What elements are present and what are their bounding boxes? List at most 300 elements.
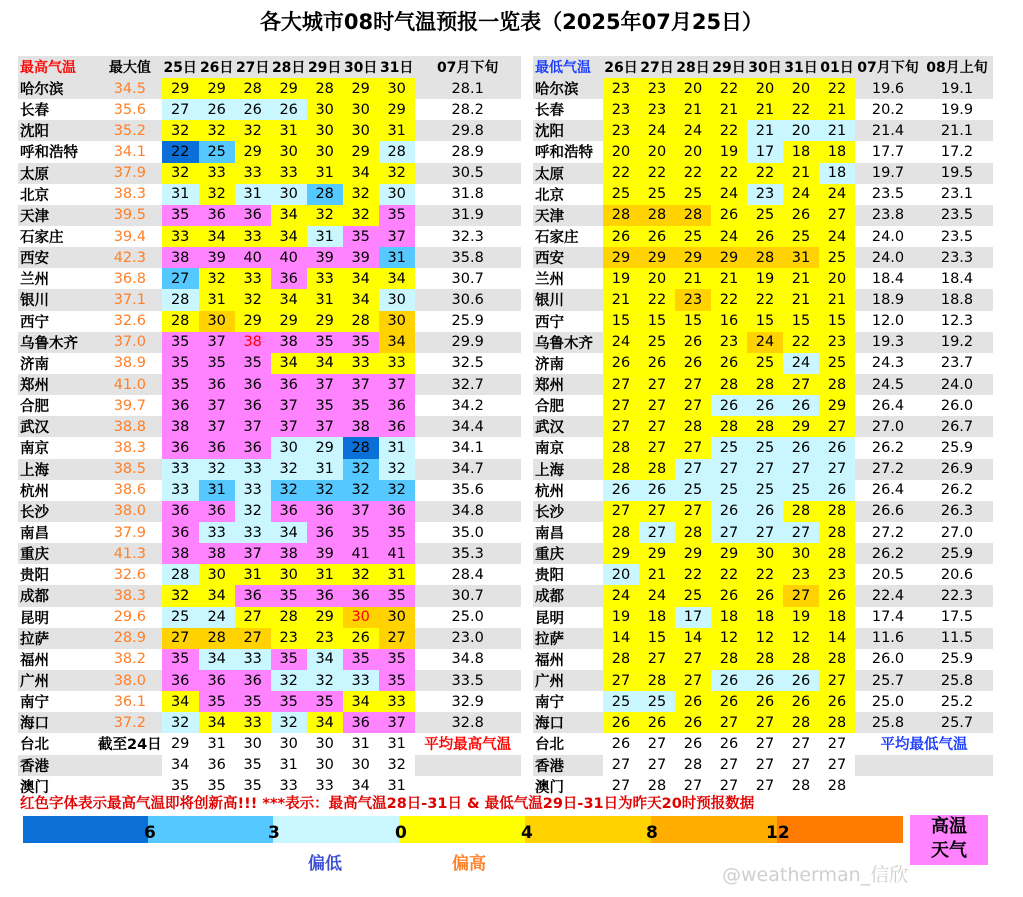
min-temp-cell: 23 [819, 332, 855, 353]
min-temp-row [533, 416, 993, 437]
max-temp-row [18, 691, 521, 712]
max-temp-row [18, 141, 521, 162]
record-max-value: 29.6 [113, 609, 146, 626]
min-temp-cell: 23 [603, 78, 639, 99]
max-temp-cell: 31 [207, 735, 226, 752]
min-temp-cell: 19 [603, 607, 639, 628]
max-temp-row [18, 585, 521, 606]
min-temp-cell: 21 [675, 268, 711, 289]
city-name: 福州 [20, 652, 49, 669]
min-temp-cell: 14 [603, 628, 639, 649]
max-temp-row [18, 395, 521, 416]
city-name: 长沙 [18, 501, 98, 522]
legend-segment-below-3 [148, 816, 273, 843]
city-name: 乌鲁木齐 [533, 332, 603, 353]
max-temp-cell: 36 [307, 522, 343, 543]
max-temp-cell: 36 [271, 374, 307, 395]
min-temp-row [533, 311, 993, 332]
min-temp-cell: 24 [711, 226, 747, 247]
max-temp-cell: 37 [379, 374, 415, 395]
city-name: 贵阳 [535, 568, 564, 585]
city-name: 澳门 [535, 779, 564, 796]
min-temp-cell: 26 [603, 226, 639, 247]
max-temp-cell: 34 [199, 226, 235, 247]
min-temp-cell: 17 [747, 141, 783, 162]
max-temp-cell: 35 [307, 691, 343, 712]
late-july-avg-min: 17.4 [871, 609, 905, 626]
min-temp-cell: 31 [783, 247, 819, 268]
min-temp-cell: 15 [675, 311, 711, 332]
min-temp-row [533, 395, 993, 416]
max-temp-cell: 31 [307, 226, 343, 247]
early-aug-avg-min: 11.5 [921, 628, 993, 649]
min-temp-cell: 27 [819, 416, 855, 437]
max-temp-row [18, 99, 521, 120]
max-temp-cell: 29 [379, 99, 415, 120]
min-temp-cell: 26 [639, 712, 675, 733]
record-max-value: 32.6 [113, 566, 146, 583]
late-july-avg-min: 27.2 [855, 459, 921, 480]
min-temp-cell: 29 [603, 247, 639, 268]
late-july-avg-min [855, 776, 921, 797]
max-temp-cell: 35 [235, 353, 271, 374]
min-temp-cell: 24 [639, 585, 675, 606]
min-temp-cell: 28 [603, 437, 639, 458]
max-temp-cell: 33 [271, 163, 307, 184]
min-temp-cell: 26 [819, 691, 855, 712]
max-temp-cell: 33 [379, 353, 415, 374]
late-july-avg-max: 25.9 [451, 313, 484, 330]
min-temp-cell: 27 [783, 585, 819, 606]
max-temp-cell: 32 [199, 268, 235, 289]
min-temp-cell: 27 [639, 501, 675, 522]
max-temp-cell: 30 [307, 120, 343, 141]
min-temp-cell: 21 [711, 99, 747, 120]
min-temp-cell: 22 [711, 289, 747, 310]
city-name: 武汉 [18, 416, 98, 437]
max-temp-cell: 39 [307, 247, 343, 268]
early-aug-avg-min: 19.5 [921, 163, 993, 184]
min-temp-cell: 21 [783, 289, 819, 310]
min-temp-cell: 28 [711, 374, 747, 395]
max-temp-cell: 35 [199, 691, 235, 712]
min-temp-cell: 26 [747, 501, 783, 522]
city-name: 昆明 [535, 610, 564, 627]
min-temp-cell: 26 [819, 480, 855, 501]
min-temp-cell: 25 [639, 691, 675, 712]
min-temp-cell: 16 [711, 311, 747, 332]
early-aug-avg-min: 12.3 [940, 313, 974, 330]
city-name: 海口 [533, 712, 603, 733]
min-temp-cell: 26 [783, 205, 819, 226]
late-july-avg-min [855, 755, 921, 776]
min-temp-cell: 27 [675, 437, 711, 458]
city-name: 上海 [533, 459, 603, 480]
max-temp-cell: 28 [162, 311, 199, 332]
late-july-avg-min: 26.2 [871, 439, 905, 456]
min-temp-cell: 24 [675, 120, 711, 141]
min-temp-cell: 22 [747, 564, 783, 585]
max-temp-cell: 38 [199, 543, 235, 564]
max-temp-cell: 41 [343, 543, 379, 564]
max-temp-cell: 33 [235, 649, 271, 670]
max-temp-cell: 38 [343, 416, 379, 437]
max-temp-cell: 32 [271, 459, 307, 480]
max-temp-cell: 35 [162, 332, 199, 353]
max-temp-row [18, 543, 521, 564]
max-temp-header-cell: 25日 [162, 56, 199, 78]
city-name: 拉萨 [533, 628, 603, 649]
early-aug-avg-min: 19.9 [940, 101, 974, 118]
min-temp-cell: 18 [819, 607, 855, 628]
city-name: 呼和浩特 [20, 145, 78, 162]
max-temp-cell: 26 [199, 99, 235, 120]
legend-segment-above-12 [651, 816, 777, 843]
max-temp-cell: 33 [379, 691, 415, 712]
min-temp-cell: 20 [675, 141, 711, 162]
min-temp-cell: 25 [639, 332, 675, 353]
min-temp-cell: 24 [783, 353, 819, 374]
late-july-avg-min: 12.0 [871, 313, 905, 330]
max-temp-row [18, 163, 521, 184]
max-temp-cell: 36 [307, 501, 343, 522]
late-july-avg-max: 34.7 [415, 459, 521, 480]
min-temp-cell: 21 [783, 163, 819, 184]
max-temp-cell: 32 [162, 120, 199, 141]
min-temp-cell: 25 [711, 437, 747, 458]
legend-hot-weather [910, 815, 988, 865]
max-temp-cell: 35 [379, 205, 415, 226]
max-temp-cell: 40 [271, 247, 307, 268]
late-july-avg-min: 26.0 [871, 651, 905, 668]
min-temp-cell: 28 [675, 416, 711, 437]
min-temp-cell: 27 [603, 416, 639, 437]
late-july-avg-min: 25.7 [855, 670, 921, 691]
max-temp-header-row [18, 56, 521, 78]
late-july-avg-max: 30.5 [415, 163, 521, 184]
max-temp-cell: 37 [307, 374, 343, 395]
max-temp-cell: 34 [271, 226, 307, 247]
record-max-value: 41.3 [98, 543, 162, 564]
late-july-avg-min: 24.0 [855, 247, 921, 268]
city-name: 海口 [18, 712, 98, 733]
min-temp-cell: 26 [747, 691, 783, 712]
legend-tick-6: 6 [144, 823, 156, 843]
max-temp-cell: 36 [343, 585, 379, 606]
max-temp-cell: 33 [235, 712, 271, 733]
early-aug-avg-min: 20.6 [940, 566, 974, 583]
min-temp-cell: 27 [639, 416, 675, 437]
max-temp-header-cell: 最大值 [98, 56, 162, 78]
legend-high-label: 偏高 [452, 854, 486, 874]
max-temp-cell: 32 [271, 480, 307, 501]
max-temp-cell: 34 [307, 712, 343, 733]
city-name: 杭州 [20, 483, 49, 500]
min-temp-cell: 27 [675, 374, 711, 395]
max-temp-cell: 30 [343, 607, 379, 628]
min-temp-cell: 28 [747, 374, 783, 395]
city-name: 天津 [533, 205, 603, 226]
min-temp-cell: 30 [747, 543, 783, 564]
min-temp-cell: 18 [783, 141, 819, 162]
city-name: 合肥 [20, 399, 49, 416]
max-temp-header-cell: 07月下旬 [415, 56, 521, 78]
min-temp-cell: 27 [783, 374, 819, 395]
max-temp-cell: 32 [307, 670, 343, 691]
early-aug-avg-min: 26.2 [940, 482, 974, 499]
max-temp-cell: 35 [162, 205, 199, 226]
min-temp-cell: 25 [675, 480, 711, 501]
min-temp-cell: 23 [783, 564, 819, 585]
min-temp-header-cell: 31日 [783, 56, 819, 78]
max-temp-cell: 34 [379, 332, 415, 353]
min-temp-cell: 29 [639, 543, 675, 564]
city-name: 西宁 [535, 314, 564, 331]
late-july-avg-max: 28.2 [451, 101, 484, 118]
late-july-avg-max: 34.4 [415, 416, 521, 437]
min-temp-cell: 27 [639, 374, 675, 395]
city-name: 太原 [18, 163, 98, 184]
late-july-avg-max: 35.6 [451, 482, 484, 499]
min-temp-cell: 26 [603, 353, 639, 374]
min-temp-cell: 27 [675, 459, 711, 480]
max-temp-cell: 36 [271, 268, 307, 289]
min-temp-cell: 24 [783, 184, 819, 205]
max-temp-cell: 35 [343, 522, 379, 543]
max-temp-cell: 31 [235, 564, 271, 585]
max-temp-cell: 28 [307, 184, 343, 205]
max-temp-cell: 36 [235, 437, 271, 458]
min-temp-cell: 25 [747, 480, 783, 501]
max-temp-cell: 30 [271, 141, 307, 162]
max-temp-header-cell: 最高气温 [18, 56, 98, 78]
min-temp-row [533, 691, 993, 712]
max-temp-cell: 36 [235, 585, 271, 606]
min-temp-row [533, 205, 993, 226]
min-temp-cell: 23 [639, 78, 675, 99]
legend-segment-above-8 [525, 816, 651, 843]
min-temp-row [533, 120, 993, 141]
min-temp-cell: 28 [747, 649, 783, 670]
max-temp-cell: 33 [307, 268, 343, 289]
max-temp-cell: 36 [379, 395, 415, 416]
max-temp-cell: 37 [379, 226, 415, 247]
max-temp-cell: 33 [343, 670, 379, 691]
late-july-avg-max: 35.0 [451, 524, 484, 541]
min-temp-cell: 20 [783, 120, 819, 141]
min-temp-cell: 17 [675, 607, 711, 628]
city-name: 乌鲁木齐 [18, 332, 98, 353]
legend-hot-line2: 天气 [931, 840, 967, 861]
min-temp-row [533, 163, 993, 184]
city-name: 武汉 [533, 416, 603, 437]
max-temp-cell: 36 [235, 395, 271, 416]
max-temp-cell: 35 [199, 353, 235, 374]
city-name: 长春 [535, 103, 564, 120]
max-temp-row [18, 268, 521, 289]
max-temp-cell: 31 [387, 778, 406, 795]
early-aug-avg-min: 27.0 [940, 524, 974, 541]
max-temp-cell: 32 [271, 670, 307, 691]
max-temp-cell: 35 [271, 649, 307, 670]
min-temp-header-cell: 01日 [819, 56, 855, 78]
min-temp-cell: 27 [603, 374, 639, 395]
late-july-avg-max: 32.3 [451, 228, 484, 245]
max-temp-cell: 31 [307, 459, 343, 480]
max-temp-row [18, 712, 521, 733]
min-temp-cell: 19 [783, 607, 819, 628]
min-temp-cell: 25 [639, 184, 675, 205]
early-aug-avg-min: 18.4 [940, 270, 974, 287]
min-temp-cell: 26 [675, 332, 711, 353]
min-temp-cell: 26 [783, 437, 819, 458]
min-temp-cell: 12 [783, 628, 819, 649]
max-temp-row [18, 332, 521, 353]
max-temp-cell: 31 [271, 120, 307, 141]
max-temp-row [18, 670, 521, 691]
min-temp-cell: 21 [747, 99, 783, 120]
max-temp-cell: 35 [235, 691, 271, 712]
max-temp-cell: 27 [235, 607, 271, 628]
min-temp-cell: 26 [675, 712, 711, 733]
min-temp-cell: 23 [711, 332, 747, 353]
max-temp-cell: 36 [235, 670, 271, 691]
min-temp-cell: 28 [783, 712, 819, 733]
min-temp-cell: 26 [711, 691, 747, 712]
min-temp-cell: 20 [819, 268, 855, 289]
city-name: 济南 [20, 356, 49, 373]
late-july-avg-min: 20.2 [871, 101, 905, 118]
min-temp-cell: 27 [683, 778, 703, 795]
city-name: 长春 [20, 103, 49, 120]
min-temp-cell: 27 [611, 778, 631, 795]
city-name: 台北 [20, 737, 49, 754]
min-temp-cell: 27 [747, 522, 783, 543]
late-july-avg-max: 30.7 [451, 270, 484, 287]
min-temp-cell: 28 [819, 543, 855, 564]
record-max-value: 39.4 [113, 228, 146, 245]
max-temp-cell: 35 [162, 649, 199, 670]
city-name: 沈阳 [18, 120, 98, 141]
min-temp-cell: 29 [783, 416, 819, 437]
min-temp-cell: 22 [603, 163, 639, 184]
min-temp-cell: 22 [711, 564, 747, 585]
min-temp-cell: 26 [711, 501, 747, 522]
legend-tick-8: 8 [646, 823, 658, 843]
min-temp-cell: 12 [747, 628, 783, 649]
max-temp-cell: 31 [307, 564, 343, 585]
max-temp-cell: 33 [235, 459, 271, 480]
city-name: 上海 [18, 459, 98, 480]
max-temp-cell: 34 [307, 649, 343, 670]
max-temp-cell: 36 [162, 522, 199, 543]
max-temp-cell: 32 [379, 163, 415, 184]
max-temp-cell: 32 [379, 480, 415, 501]
max-temp-cell: 35 [343, 649, 379, 670]
max-temp-cell: 30 [351, 757, 370, 774]
min-temp-row [533, 459, 993, 480]
max-temp-cell: 27 [162, 99, 199, 120]
min-temp-cell: 26 [675, 353, 711, 374]
min-temp-cell: 27 [827, 735, 847, 752]
legend-segment-below-6 [23, 816, 148, 843]
max-temp-header-cell: 29日 [307, 56, 343, 78]
min-temp-cell: 27 [819, 670, 855, 691]
max-temp-cell: 32 [343, 205, 379, 226]
late-july-avg-max: 28.1 [415, 78, 521, 99]
min-temp-cell: 23 [819, 564, 855, 585]
min-temp-cell: 22 [675, 163, 711, 184]
max-temp-cell: 29 [343, 141, 379, 162]
max-temp-cell: 27 [379, 628, 415, 649]
max-temp-cell: 36 [235, 374, 271, 395]
max-temp-cell: 25 [199, 141, 235, 162]
legend-tick-12: 12 [766, 823, 790, 843]
min-temp-cell: 27 [791, 757, 811, 774]
max-temp-cell: 32 [235, 289, 271, 310]
min-temp-cell: 20 [675, 78, 711, 99]
max-temp-cell: 35 [307, 332, 343, 353]
min-temp-cell: 24 [639, 120, 675, 141]
max-temp-cell: 30 [315, 757, 334, 774]
max-temp-cell: 23 [271, 628, 307, 649]
max-temp-row [18, 501, 521, 522]
min-temp-cell: 28 [819, 374, 855, 395]
city-name: 银川 [533, 289, 603, 310]
max-temp-cell: 37 [343, 374, 379, 395]
min-temp-cell: 21 [639, 564, 675, 585]
max-temp-cell: 38 [271, 543, 307, 564]
city-name: 兰州 [20, 272, 49, 289]
min-temp-header-cell: 最低气温 [533, 56, 603, 78]
min-temp-cell: 28 [783, 649, 819, 670]
max-temp-cell: 32 [235, 501, 271, 522]
min-temp-cell: 24 [603, 332, 639, 353]
city-name: 拉萨 [18, 628, 98, 649]
city-name: 西安 [533, 247, 603, 268]
min-temp-cell: 27 [783, 522, 819, 543]
city-name: 香港 [533, 755, 603, 776]
min-temp-cell: 28 [819, 712, 855, 733]
early-aug-avg-min: 25.9 [940, 439, 974, 456]
late-july-avg-min: 26.4 [871, 482, 905, 499]
min-temp-cell: 26 [783, 691, 819, 712]
late-july-avg-max: 34.1 [451, 439, 484, 456]
max-temp-cell: 32 [343, 480, 379, 501]
min-temp-cell: 27 [755, 735, 775, 752]
record-max-value: 32.6 [113, 313, 146, 330]
max-temp-cell: 28 [271, 607, 307, 628]
min-temp-cell: 26 [747, 670, 783, 691]
max-temp-cell: 37 [271, 416, 307, 437]
max-temp-cell: 30 [379, 311, 415, 332]
max-temp-cell: 35 [207, 778, 226, 795]
max-temp-cell: 36 [379, 501, 415, 522]
min-temp-cell: 26 [603, 712, 639, 733]
max-temp-header-cell: 31日 [379, 56, 415, 78]
max-temp-row [18, 564, 521, 585]
min-temp-cell: 22 [783, 332, 819, 353]
late-july-avg-min: 平均最低气温 [880, 737, 968, 754]
early-aug-avg-min: 19.1 [921, 78, 993, 99]
late-july-avg-min: 20.5 [871, 566, 905, 583]
max-temp-cell: 33 [199, 163, 235, 184]
max-temp-row [18, 78, 521, 99]
min-temp-cell: 28 [827, 778, 847, 795]
record-max-value: 37.2 [98, 712, 162, 733]
min-temp-cell: 28 [639, 670, 675, 691]
late-july-avg-min: 26.4 [871, 397, 905, 414]
